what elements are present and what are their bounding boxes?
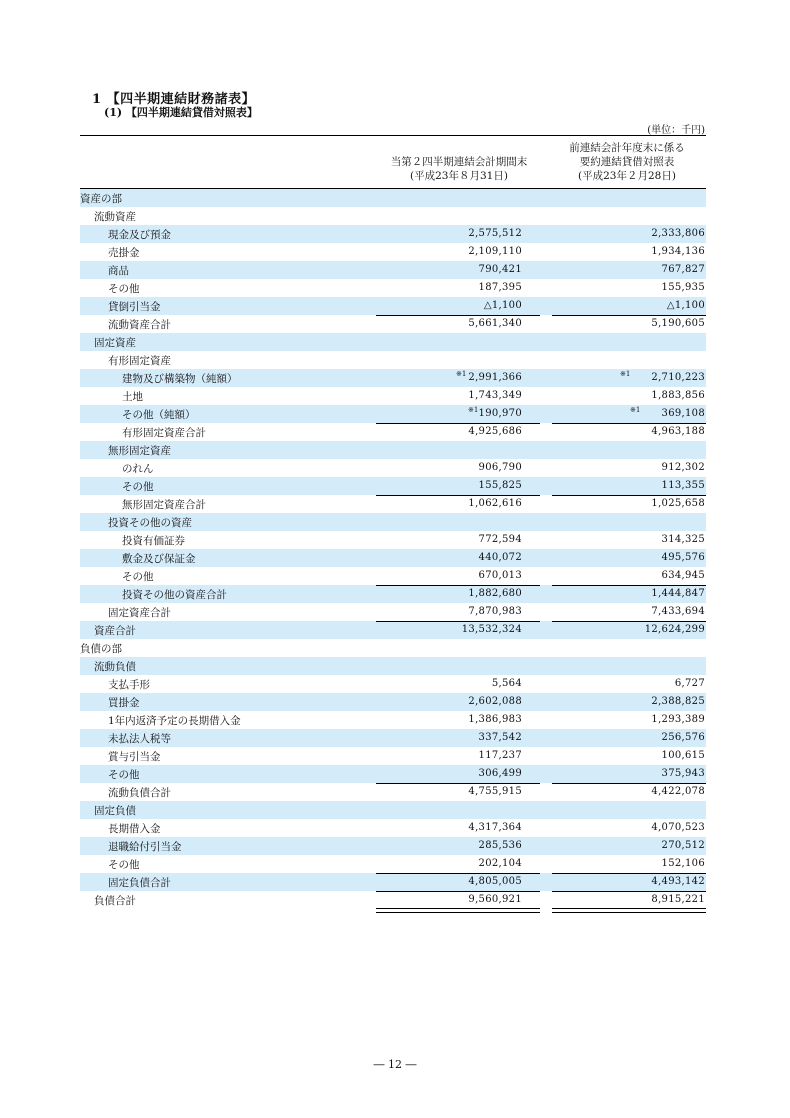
row-label: 敷金及び保証金 — [122, 553, 196, 565]
value-prior: 1,025,658 — [651, 498, 705, 509]
column-header-current-date: (平成23年８月31日) — [410, 170, 508, 182]
table-row — [80, 549, 706, 567]
value-current: 2,991,366 — [468, 372, 522, 383]
table-row — [80, 225, 706, 243]
table-row — [80, 441, 706, 459]
value-current: 906,790 — [478, 462, 522, 473]
page-number: ― 12 ― — [373, 1058, 417, 1071]
value-prior: 270,512 — [661, 840, 705, 851]
row-label: 有形固定資産合計 — [122, 427, 206, 439]
table-row — [80, 819, 706, 837]
table-row — [80, 261, 706, 279]
value-current: 2,109,110 — [468, 246, 522, 257]
table-row — [80, 675, 706, 693]
value-current: 1,062,616 — [468, 498, 522, 509]
value-current: 772,594 — [478, 534, 522, 545]
column-header-prior-date: (平成23年２月28日) — [578, 170, 676, 182]
value-current: 4,805,005 — [468, 876, 522, 887]
value-prior: 4,493,142 — [651, 876, 705, 887]
value-prior: 256,576 — [661, 732, 705, 743]
value-prior: 369,108 — [661, 408, 705, 419]
row-label: その他 — [122, 571, 154, 583]
table-row — [80, 189, 706, 207]
table-row — [80, 657, 706, 675]
note-marker-current: ※1 — [468, 406, 479, 414]
table-row — [80, 801, 706, 819]
row-label: 長期借入金 — [108, 823, 161, 835]
value-current: 306,499 — [478, 768, 522, 779]
row-label: 建物及び構築物（純額） — [122, 373, 238, 385]
value-current: 285,536 — [478, 840, 522, 851]
value-prior: 155,935 — [661, 282, 705, 293]
table-row — [80, 783, 706, 801]
row-label: 固定資産合計 — [108, 607, 171, 619]
table-row — [80, 765, 706, 783]
value-current: 1,882,680 — [468, 588, 522, 599]
table-row — [80, 423, 706, 441]
row-label: 投資その他の資産合計 — [122, 589, 227, 601]
table-row — [80, 603, 706, 621]
value-current: 337,542 — [478, 732, 522, 743]
row-label: 貸倒引当金 — [108, 301, 161, 313]
table-row — [80, 351, 706, 369]
value-prior: 113,355 — [661, 480, 705, 491]
row-label: 無形固定資産 — [108, 445, 171, 457]
table-row — [80, 531, 706, 549]
value-current: 5,661,340 — [468, 318, 522, 329]
value-current: 1,386,983 — [468, 714, 522, 725]
value-prior: 634,945 — [661, 570, 705, 581]
row-label: その他（純額） — [122, 409, 196, 421]
header-top-rule — [80, 135, 706, 136]
value-current: 202,104 — [478, 858, 522, 869]
value-prior: 1,883,856 — [651, 390, 705, 401]
row-label: その他 — [108, 859, 140, 871]
final-double-rule-prior — [552, 908, 706, 913]
value-prior: 152,106 — [661, 858, 705, 869]
value-current: 670,013 — [478, 570, 522, 581]
column-header-prior — [552, 141, 702, 183]
table-row — [80, 693, 706, 711]
value-prior: 314,325 — [661, 534, 705, 545]
value-current: 790,421 — [478, 264, 522, 275]
note-marker-current: ※1 — [456, 370, 467, 378]
table-row — [80, 585, 706, 603]
row-label: 退職給付引当金 — [108, 841, 182, 853]
table-row — [80, 495, 706, 513]
value-current: 4,925,686 — [468, 426, 522, 437]
table-row — [80, 513, 706, 531]
row-label: 資産の部 — [80, 193, 122, 205]
final-double-rule-current — [376, 908, 540, 913]
row-label: 流動資産 — [94, 211, 136, 223]
section-subtitle: (1) 【四半期連結貸借対照表】 — [104, 106, 258, 119]
value-current: 155,825 — [478, 480, 522, 491]
row-label: 流動資産合計 — [108, 319, 171, 331]
table-row — [80, 243, 706, 261]
value-prior: 2,388,825 — [651, 696, 705, 707]
table-row — [80, 459, 706, 477]
table-row — [80, 837, 706, 855]
balance-sheet-table — [80, 189, 706, 909]
value-prior: 8,915,221 — [651, 894, 705, 905]
value-prior: 495,576 — [661, 552, 705, 563]
column-header-prior-title: 前連結会計年度末に係る — [569, 142, 685, 154]
row-label: 1年内返済予定の長期借入金 — [108, 715, 241, 727]
value-prior: 4,963,188 — [651, 426, 705, 437]
table-row — [80, 873, 706, 891]
row-label: その他 — [108, 769, 140, 781]
value-current: 440,072 — [478, 552, 522, 563]
value-current: 117,237 — [478, 750, 522, 761]
row-label: 投資有価証券 — [122, 535, 185, 547]
value-current: 4,755,915 — [468, 786, 522, 797]
row-label: 流動負債合計 — [108, 787, 171, 799]
column-header-current-title: 当第２四半期連結会計期間末 — [390, 156, 528, 168]
value-current: 7,870,983 — [468, 606, 522, 617]
row-label: その他 — [108, 283, 140, 295]
value-prior: △1,100 — [666, 300, 705, 311]
unit-label: (単位：千円) — [647, 125, 705, 136]
value-prior: 7,433,694 — [651, 606, 705, 617]
table-row — [80, 891, 706, 909]
table-row — [80, 567, 706, 585]
row-label: 商品 — [108, 265, 129, 277]
row-label: その他 — [122, 481, 154, 493]
row-label: 負債の部 — [80, 643, 122, 655]
row-label: 投資その他の資産 — [108, 517, 192, 529]
row-label: 有形固定資産 — [108, 355, 171, 367]
value-prior: 12,624,299 — [644, 624, 705, 635]
value-prior: 2,333,806 — [651, 228, 705, 239]
value-current: 13,532,324 — [461, 624, 522, 635]
value-prior: 4,422,078 — [651, 786, 705, 797]
table-row — [80, 207, 706, 225]
table-row — [80, 855, 706, 873]
row-label: 土地 — [122, 391, 143, 403]
value-prior: 912,302 — [661, 462, 705, 473]
row-label: 売掛金 — [108, 247, 140, 259]
table-row — [80, 711, 706, 729]
value-prior: 4,070,523 — [651, 822, 705, 833]
section-title: 1 【四半期連結財務諸表】 — [92, 92, 256, 107]
row-label: 無形固定資産合計 — [122, 499, 206, 511]
row-label: 買掛金 — [108, 697, 140, 709]
value-prior: 100,615 — [661, 750, 705, 761]
value-prior: 6,727 — [674, 678, 705, 689]
value-prior: 5,190,605 — [651, 318, 705, 329]
row-label: 負債合計 — [94, 895, 136, 907]
table-row — [80, 639, 706, 657]
value-prior: 2,710,223 — [651, 372, 705, 383]
table-row — [80, 405, 706, 423]
table-row — [80, 315, 706, 333]
value-prior: 767,827 — [661, 264, 705, 275]
row-label: 固定負債合計 — [108, 877, 171, 889]
row-label: のれん — [122, 463, 154, 475]
row-label: 支払手形 — [108, 679, 150, 691]
value-prior: 375,943 — [661, 768, 705, 779]
row-label: 現金及び預金 — [108, 229, 171, 241]
table-row — [80, 729, 706, 747]
value-current: 5,564 — [491, 678, 522, 689]
table-row — [80, 621, 706, 639]
value-prior: 1,444,847 — [651, 588, 705, 599]
table-row — [80, 387, 706, 405]
value-current: 190,970 — [478, 408, 522, 419]
table-row — [80, 747, 706, 765]
value-current: △1,100 — [483, 300, 522, 311]
row-label: 固定資産 — [94, 337, 136, 349]
table-row — [80, 279, 706, 297]
value-current: 2,575,512 — [468, 228, 522, 239]
value-current: 2,602,088 — [468, 696, 522, 707]
table-row — [80, 369, 706, 387]
column-header-current — [376, 155, 542, 183]
row-label: 賞与引当金 — [108, 751, 161, 763]
row-label: 資産合計 — [94, 625, 136, 637]
table-row — [80, 333, 706, 351]
value-current: 1,743,349 — [468, 390, 522, 401]
note-marker-prior: ※1 — [620, 370, 631, 378]
value-current: 9,560,921 — [468, 894, 522, 905]
value-prior: 1,293,389 — [651, 714, 705, 725]
table-row — [80, 297, 706, 315]
value-current: 4,317,364 — [468, 822, 522, 833]
value-prior: 1,934,136 — [651, 246, 705, 257]
table-row — [80, 477, 706, 495]
row-label: 未払法人税等 — [108, 733, 171, 745]
row-label: 固定負債 — [94, 805, 136, 817]
value-current: 187,395 — [478, 282, 522, 293]
column-header-prior-subtitle: 要約連結貸借対照表 — [579, 156, 675, 168]
row-label: 流動負債 — [94, 661, 136, 673]
note-marker-prior: ※1 — [630, 406, 641, 414]
